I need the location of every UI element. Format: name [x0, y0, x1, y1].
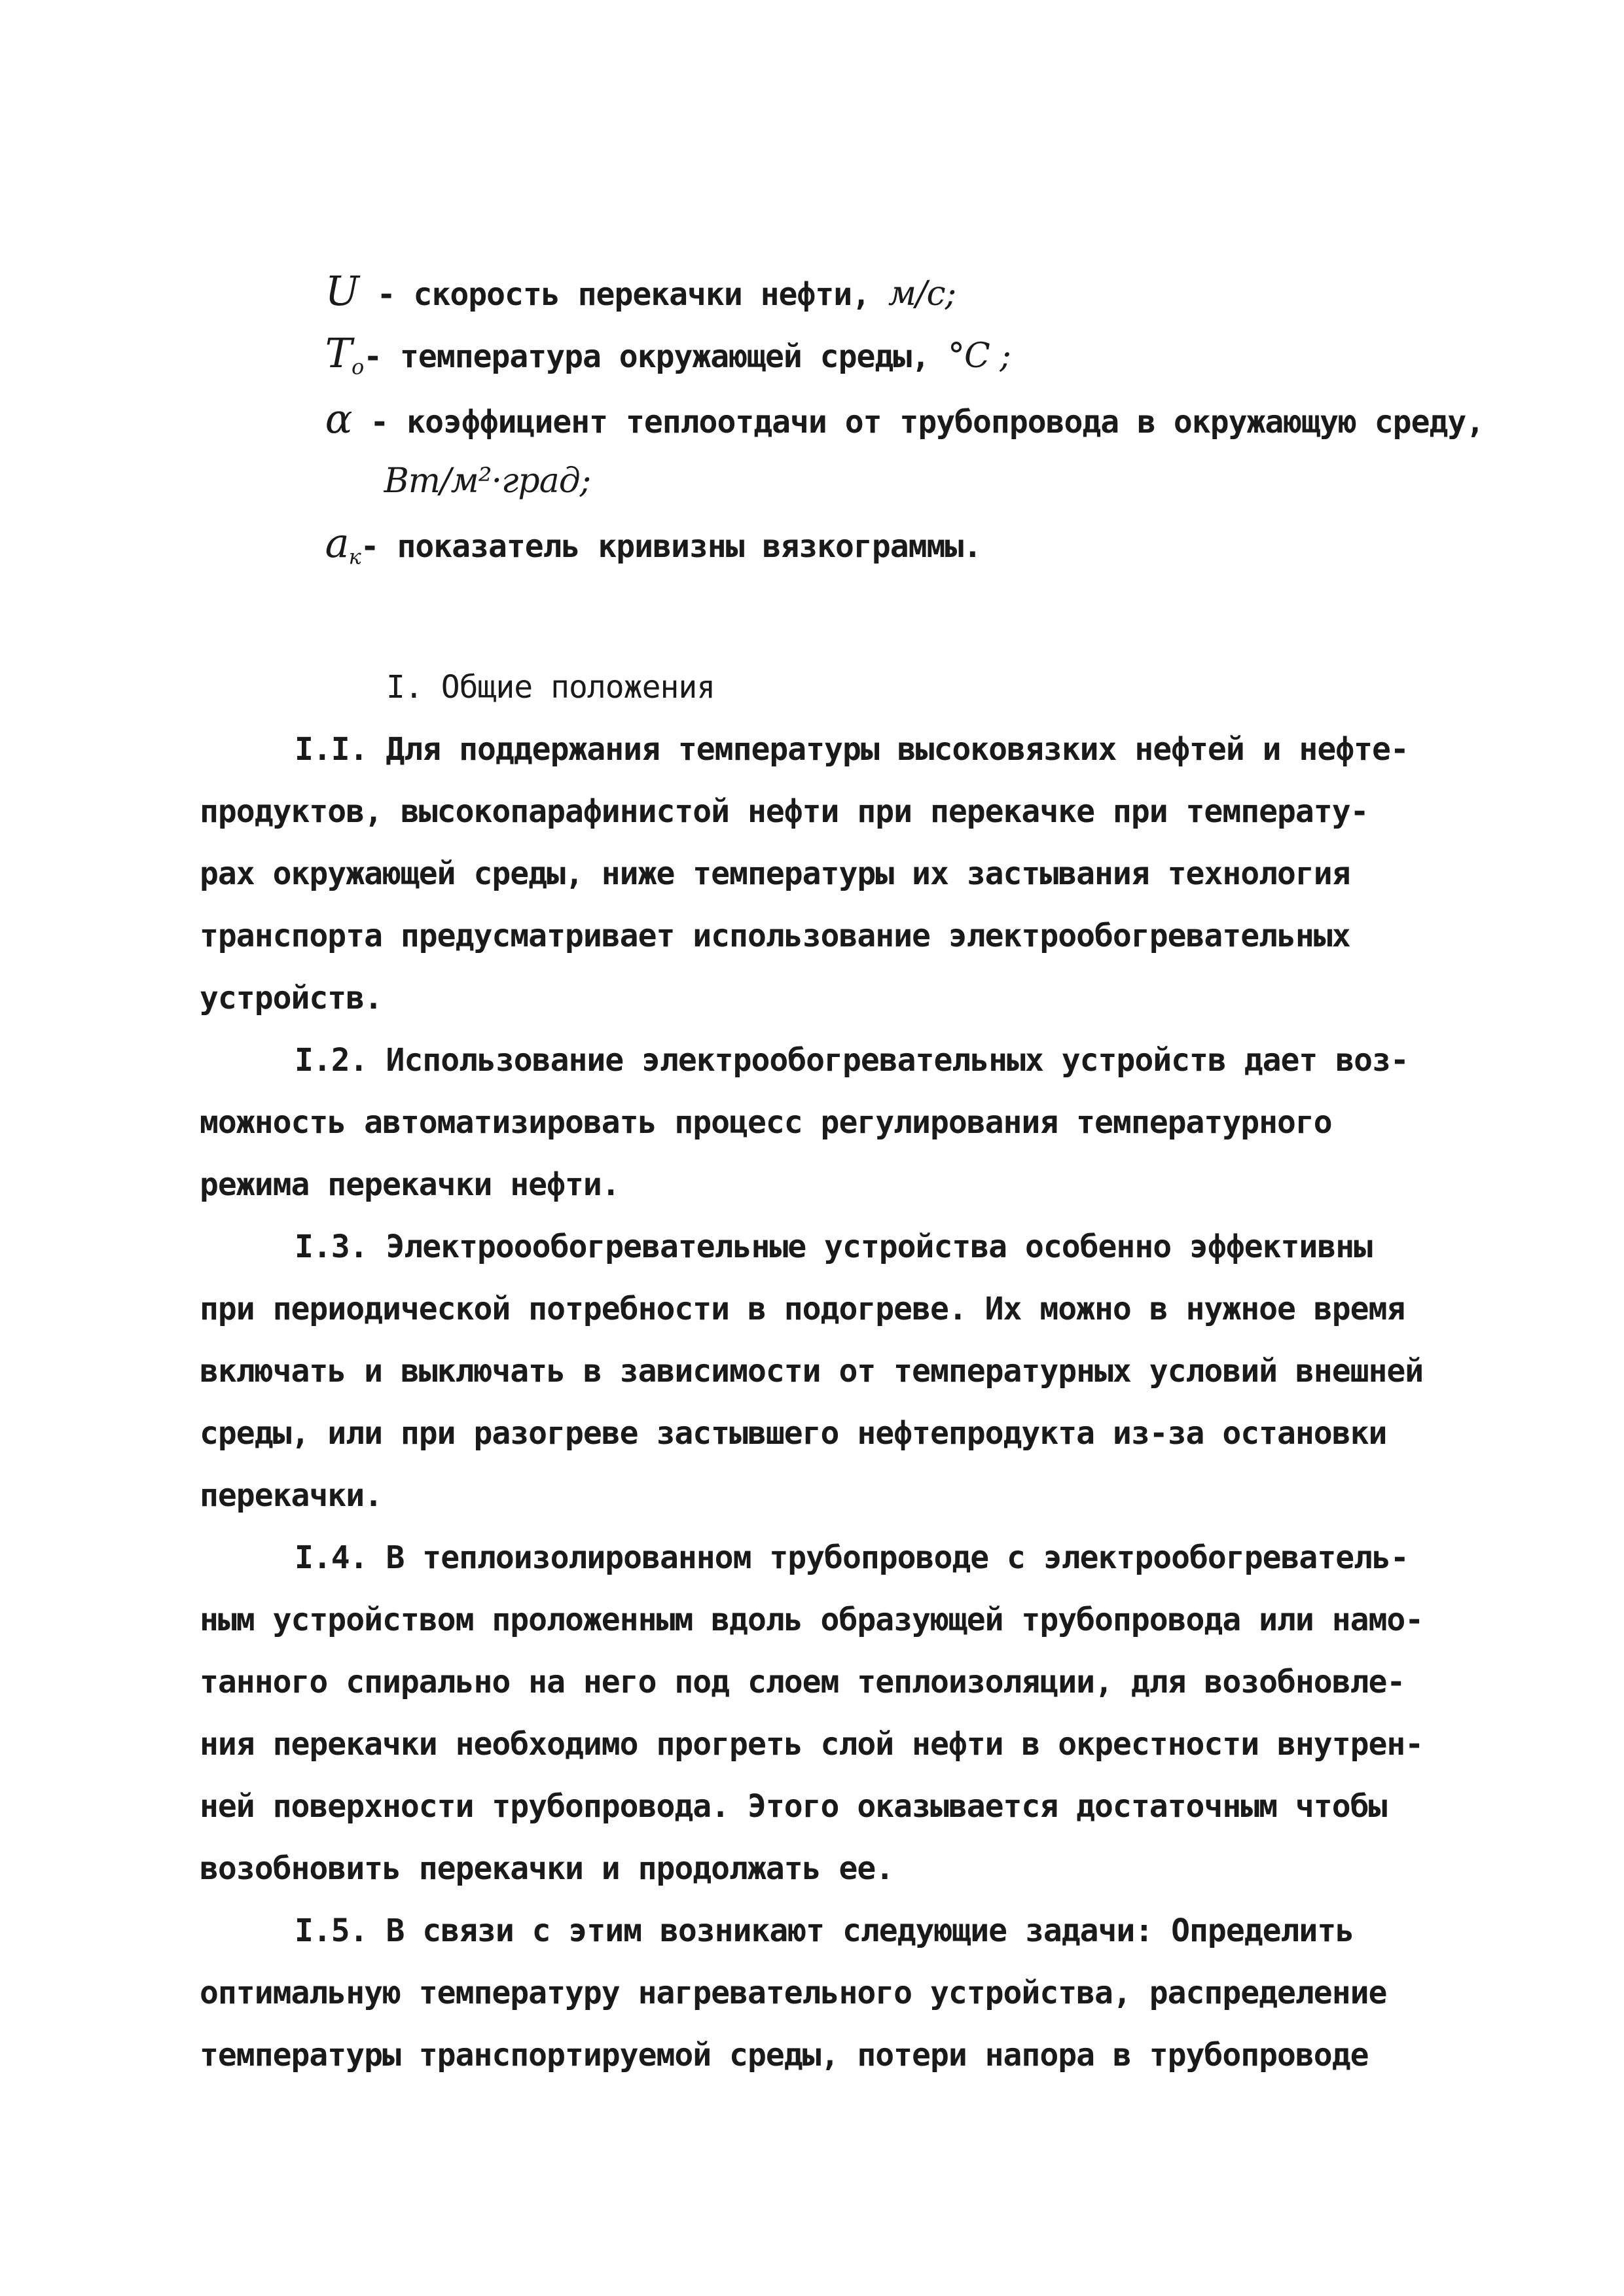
paragraph-1-4-line: танного спирально на него под слоем теплоизоляции, для возобновле-: [200, 1664, 1405, 1700]
legend-symbol: U: [325, 267, 359, 315]
paragraph-1-4-line: ным устройством проложенным вдоль образующей трубопровода или намо-: [200, 1602, 1424, 1638]
legend-text: - скорость перекачки нефти,: [358, 276, 888, 313]
paragraph-1-5-line: I.5. В связи с этим возникают следующие задачи: Определить: [295, 1912, 1354, 1949]
legend-text: - показатель кривизны вязкограммы.: [360, 528, 982, 565]
paragraph-1-4-line: ней поверхности трубопровода. Этого оказывается достаточным чтобы: [200, 1788, 1387, 1825]
legend-symbol: T: [325, 329, 352, 377]
paragraph-1-4-line: возобновить перекачки и продолжать ее.: [200, 1850, 894, 1887]
legend-text: - коэффициент теплоотдачи от трубопровода в окружающую среду,: [352, 404, 1485, 440]
legend-symbol: α: [325, 395, 352, 442]
paragraph-1-5-line: оптимальную температуру нагревательного устройства, распределение: [200, 1975, 1387, 2011]
paragraph-1-3-line: среды, или при разогреве застывшего нефтепродукта из-за остановки: [200, 1415, 1387, 1452]
paragraph-1-1-line: рах окружающей среды, ниже температуры их застывания технология: [200, 855, 1350, 892]
paragraph-1-1-line: устройств.: [200, 980, 382, 1016]
legend-unit: °С ;: [947, 336, 1011, 376]
paragraph-1-3-line: перекачки.: [200, 1477, 382, 1514]
legend-subscript: o: [351, 354, 364, 380]
legend-item-curvature: [252, 484, 981, 616]
paragraph-1-4-line: I.4. В теплоизолированном трубопроводе с электрообогреватель-: [295, 1539, 1409, 1576]
paragraph-1-2-line: режима перекачки нефти.: [200, 1166, 620, 1203]
section-heading: I. Общие положения: [386, 669, 715, 706]
paragraph-1-3-line: I.3. Электроообогревательные устройства особенно эффективны: [295, 1229, 1373, 1265]
paragraph-1-1-line: продуктов, высокопарафинистой нефти при перекачке при температу-: [200, 793, 1369, 830]
legend-subscript: к: [348, 544, 361, 569]
legend-symbol: a: [325, 519, 349, 567]
legend-unit: м/с;: [888, 274, 956, 314]
paragraph-1-2-line: I.2. Использование электрообогревательных устройств дает воз-: [295, 1042, 1409, 1079]
legend-text: - температура окружающей среды,: [363, 338, 948, 375]
paragraph-1-1-line: транспорта предусматривает использование электрообогревательных: [200, 918, 1350, 954]
paragraph-1-3-line: при периодической потребности в подогреве. Их можно в нужное время: [200, 1291, 1405, 1327]
paragraph-1-2-line: можность автоматизировать процесс регулирования температурного: [200, 1104, 1332, 1141]
paragraph-1-3-line: включать и выключать в зависимости от температурных условий внешней: [200, 1353, 1424, 1390]
legend-unit: Вт/м²·град;: [384, 461, 591, 501]
paragraph-1-5-line: температуры транспортируемой среды, потери напора в трубопроводе: [200, 2037, 1369, 2073]
paragraph-1-1-line: I.I. Для поддержания температуры высоковязких нефтей и нефте-: [295, 731, 1409, 768]
paragraph-1-4-line: ния перекачки необходимо прогреть слой нефти в окрестности внутрен-: [200, 1726, 1424, 1763]
